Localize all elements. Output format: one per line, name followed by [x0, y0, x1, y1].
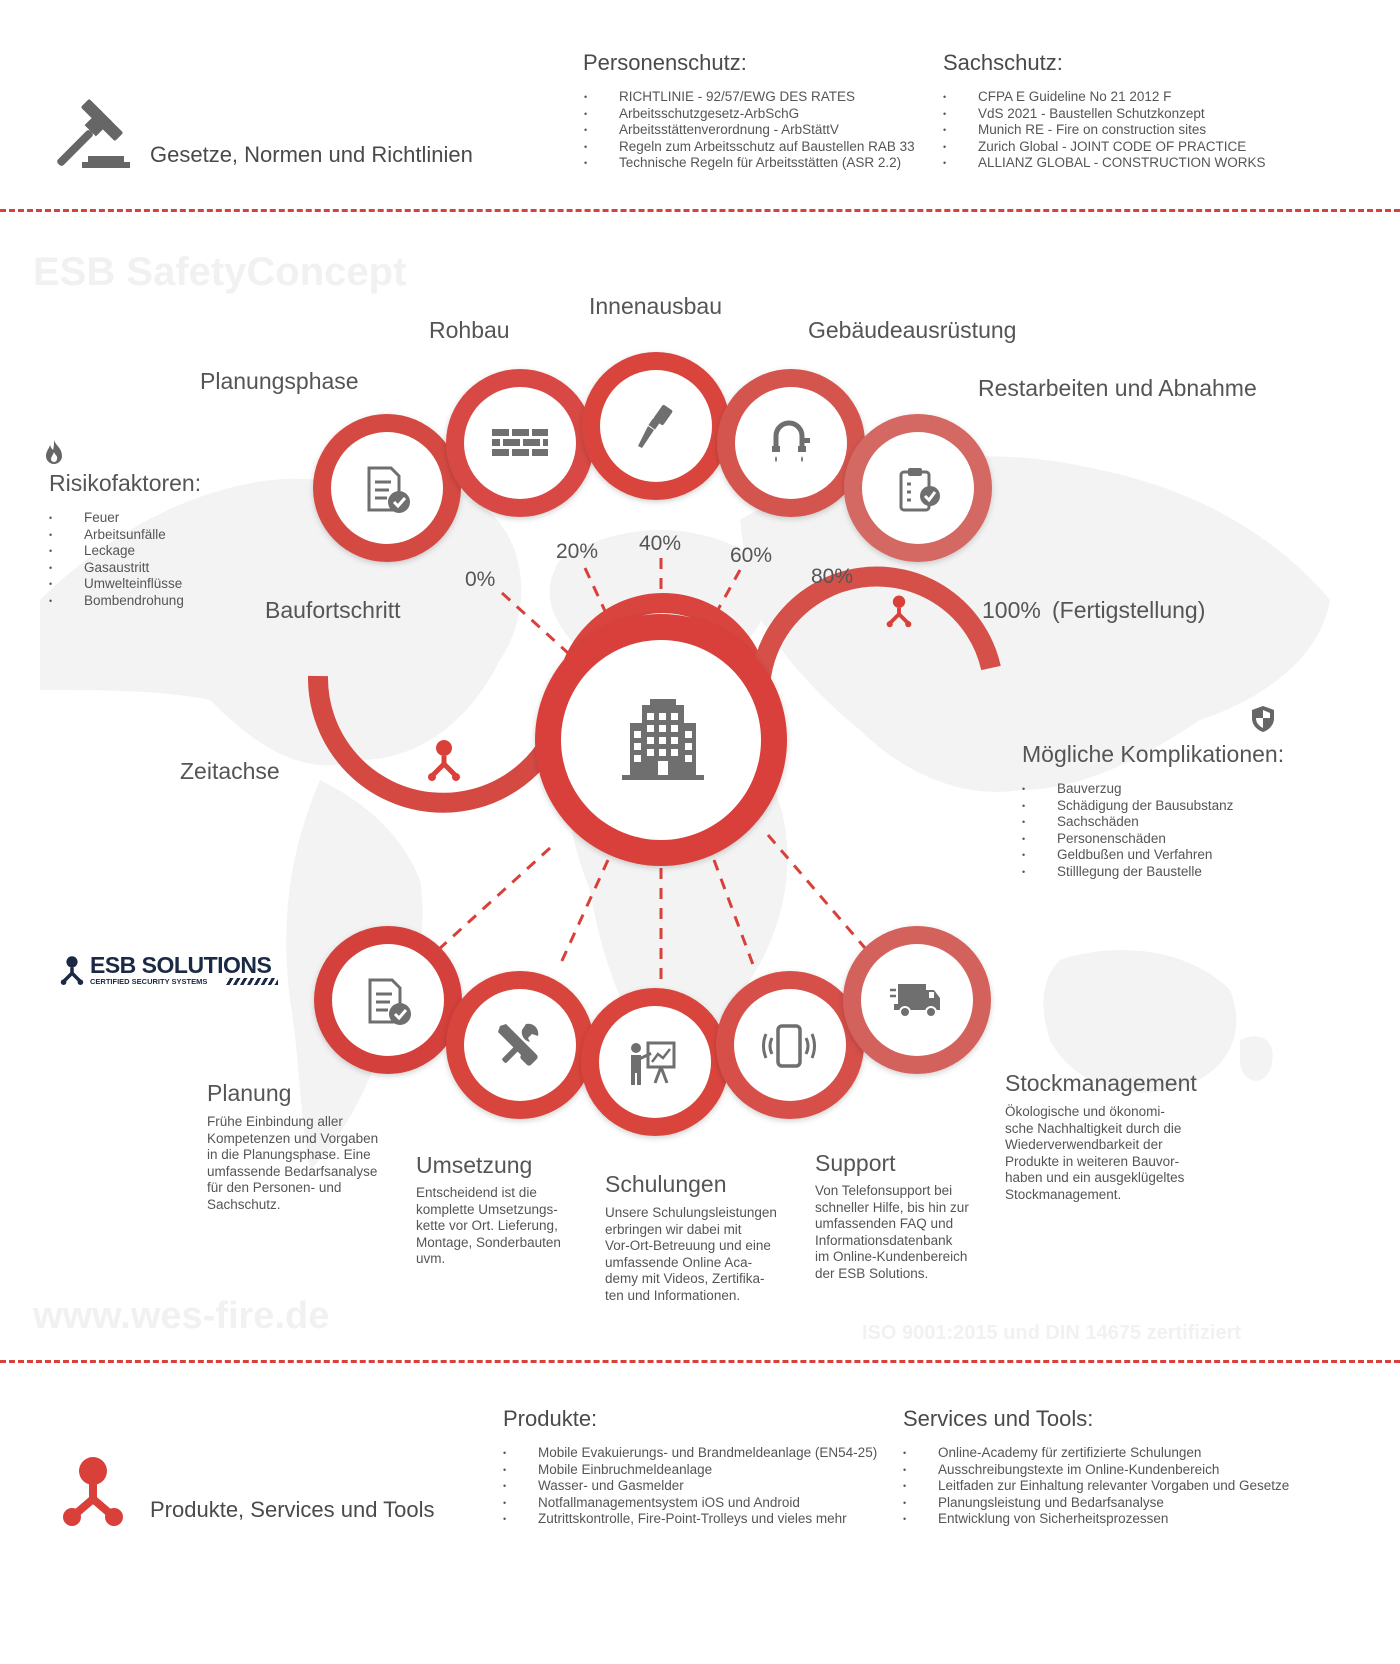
- service-text-planung: Frühe Einbindung aller Kompetenzen und Vorgaben in die Planungsphase. Eine umfassende Bedarfsanalyse für den Personen- und Sachschutz.: [207, 1114, 379, 1212]
- list-item: • Regeln zum Arbeitsschutz auf Baustellen RAB 33: [584, 139, 915, 156]
- phase-label-restarbeiten: Restarbeiten und Abnahme: [978, 375, 1257, 401]
- paint-brush-icon: [630, 402, 680, 452]
- progress-end-value: 100%: [982, 597, 1041, 623]
- timeline-label: Zeitachse: [180, 758, 280, 784]
- list-item: • Sachschäden: [1022, 814, 1233, 831]
- service-title-umsetzung: Umsetzung: [416, 1152, 533, 1178]
- service-title-schulungen: Schulungen: [605, 1171, 727, 1197]
- risks-list: [49, 510, 184, 609]
- esb-logo-tagline: CERTIFIED SECURITY SYSTEMS: [90, 977, 208, 986]
- tick-label-40: 40%: [639, 532, 682, 555]
- shield-icon: [1250, 705, 1276, 733]
- truck-icon: [890, 980, 942, 1020]
- phase-label-rohbau: Rohbau: [429, 317, 510, 343]
- service-title-planung: Planung: [207, 1080, 292, 1106]
- service-text-schulungen: Unsere Schulungsleistungen erbringen wir dabei mit Vor-Ort-Betreuung und eine umfassende Online Aca- demy mit Videos, Zertifika- ten und Informationen.: [605, 1205, 777, 1303]
- list-item: • Feuer: [49, 510, 184, 527]
- list-item: • Mobile Einbruchmeldeanlage: [503, 1462, 877, 1479]
- risks-heading: Risikofaktoren:: [49, 470, 202, 496]
- presentation-icon: [628, 1040, 678, 1086]
- services-tools-heading: Services und Tools:: [903, 1406, 1094, 1431]
- list-item: • Entwicklung von Sicherheitsprozessen: [903, 1511, 1289, 1528]
- phase-label-planungsphase: Planungsphase: [200, 368, 359, 394]
- faucet-icon: [764, 418, 814, 468]
- person-marker-start-icon: [424, 738, 464, 782]
- list-item: • Notfallmanagementsystem iOS und Android: [503, 1495, 877, 1512]
- checklist-icon: [359, 460, 419, 520]
- phase-label-gebaeudeausruestung: Gebäudeausrüstung: [808, 317, 1017, 343]
- esb-person-logo-icon: [58, 954, 86, 988]
- complications-list: [1022, 781, 1233, 880]
- list-item: • Arbeitsunfälle: [49, 527, 184, 544]
- list-item: • Munich RE - Fire on construction sites: [943, 122, 1266, 139]
- list-item: • Ausschreibungstexte im Online-Kundenbereich: [903, 1462, 1289, 1479]
- watermark-iso: ISO 9001:2015 und DIN 14675 zertifiziert: [862, 1322, 1242, 1344]
- clipboard-check-icon: [894, 464, 944, 518]
- list-item: • Mobile Evakuierungs- und Brandmeldeanlage (EN54-25): [503, 1445, 877, 1462]
- watermark-title: ESB SafetyConcept: [33, 250, 407, 294]
- watermark-url: www.wes-fire.de: [33, 1295, 330, 1337]
- list-item: • Gasaustritt: [49, 560, 184, 577]
- tick-label-0: 0%: [465, 568, 496, 591]
- progress-label: Baufortschritt: [265, 597, 401, 623]
- list-item: • VdS 2021 - Baustellen Schutzkonzept: [943, 106, 1266, 123]
- list-item: • RICHTLINIE - 92/57/EWG DES RATES: [584, 89, 915, 106]
- service-title-support: Support: [815, 1150, 896, 1176]
- brick-wall-icon: [490, 425, 550, 465]
- building-icon: [618, 695, 708, 785]
- tick-label-80: 80%: [811, 565, 854, 588]
- list-item: • Arbeitsstättenverordnung - ArbStättV: [584, 122, 915, 139]
- divider-bottom: [0, 1360, 1400, 1363]
- list-item: • Leckage: [49, 543, 184, 560]
- list-item: • CFPA E Guideline No 21 2012 F: [943, 89, 1266, 106]
- list-item: • ALLIANZ GLOBAL - CONSTRUCTION WORKS: [943, 155, 1266, 172]
- list-item: • Zurich Global - JOINT CODE OF PRACTICE: [943, 139, 1266, 156]
- complications-heading: Mögliche Komplikationen:: [1022, 741, 1285, 767]
- list-item: • Bauverzug: [1022, 781, 1233, 798]
- flame-icon: [42, 439, 66, 465]
- tick-label-20: 20%: [556, 540, 599, 563]
- list-item: • Bombendrohung: [49, 593, 184, 610]
- checklist-icon: [360, 972, 420, 1032]
- list-item: • Stilllegung der Baustelle: [1022, 864, 1233, 881]
- person-marker-end-icon: [883, 594, 915, 628]
- list-item: • Schädigung der Bausubstanz: [1022, 798, 1233, 815]
- service-text-support: Von Telefonsupport bei schneller Hilfe, bis hin zur umfassenden FAQ und Informationsdatenbank im Online-Kundenbereich der ESB Solutions.: [815, 1183, 969, 1281]
- esb-person-icon: [60, 1455, 126, 1531]
- produkte-list: [503, 1445, 877, 1528]
- list-item: • Personenschäden: [1022, 831, 1233, 848]
- list-item: • Online-Academy für zertifizierte Schulungen: [903, 1445, 1289, 1462]
- esb-logo-name: ESB SOLUTIONS: [90, 952, 272, 978]
- list-item: • Wasser- und Gasmelder: [503, 1478, 877, 1495]
- laws-title: Gesetze, Normen und Richtlinien: [150, 142, 473, 167]
- list-item: • Planungsleistung und Bedarfsanalyse: [903, 1495, 1289, 1512]
- esb-logo: [58, 952, 288, 992]
- tick-label-60: 60%: [730, 544, 773, 567]
- personenschutz-heading: Personenschutz:: [583, 50, 747, 75]
- list-item: • Zutrittskontrolle, Fire-Point-Trolleys und vieles mehr: [503, 1511, 877, 1528]
- service-text-stockmanagement: Ökologische und ökonomi- sche Nachhaltigkeit durch die Wiederverwendbarkeit der Produkte in weiteren Bauvor- haben und ein ausgeklügeltes Stockmanagement.: [1005, 1104, 1185, 1202]
- service-title-stockmanagement: Stockmanagement: [1005, 1070, 1197, 1096]
- list-item: • Technische Regeln für Arbeitsstätten (ASR 2.2): [584, 155, 915, 172]
- list-item: • Leitfaden zur Einhaltung relevanter Vorgaben und Gesetze: [903, 1478, 1289, 1495]
- service-text-umsetzung: Entscheidend ist die komplette Umsetzungs- kette vor Ort. Lieferung, Montage, Sonderbauten uvm.: [416, 1185, 561, 1266]
- list-item: • Geldbußen und Verfahren: [1022, 847, 1233, 864]
- phone-vibrate-icon: [762, 1024, 816, 1068]
- produkte-heading: Produkte:: [503, 1406, 598, 1431]
- list-item: • Arbeitsschutzgesetz-ArbSchG: [584, 106, 915, 123]
- esb-logo-stripes: [226, 978, 278, 985]
- sachschutz-heading: Sachschutz:: [943, 50, 1063, 75]
- bottom-title: Produkte, Services und Tools: [150, 1497, 435, 1522]
- tools-icon: [492, 1020, 542, 1070]
- list-item: • Umwelteinflüsse: [49, 576, 184, 593]
- phase-label-innenausbau: Innenausbau: [589, 293, 723, 319]
- progress-end-label: (Fertigstellung): [1052, 597, 1206, 623]
- services-tools-list: [903, 1445, 1289, 1528]
